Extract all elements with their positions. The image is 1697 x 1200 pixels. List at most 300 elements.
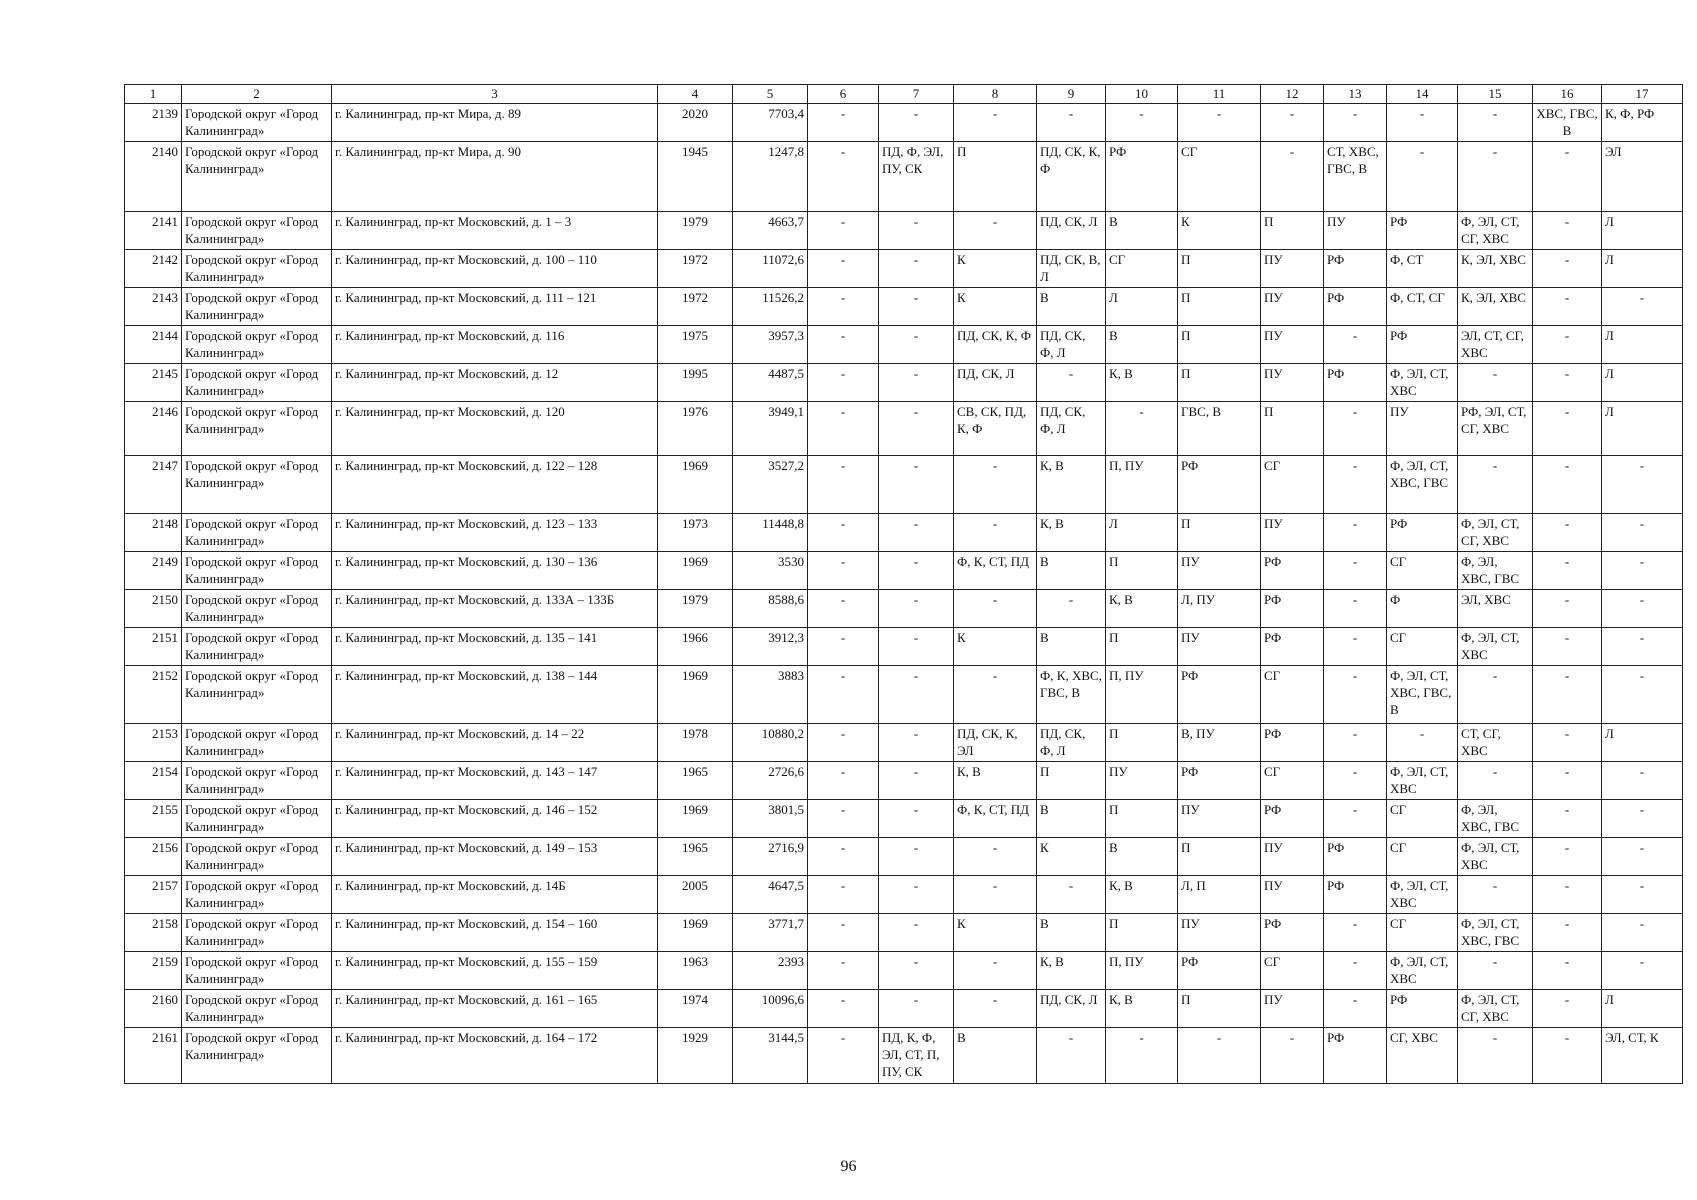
cell-col-11: РФ — [1178, 762, 1261, 800]
cell-col-12: ПУ — [1261, 250, 1324, 288]
cell-col-7: - — [879, 250, 954, 288]
cell-col-3: г. Калининград, пр-кт Московский, д. 1 – 3 — [332, 212, 658, 250]
cell-col-8: - — [954, 212, 1037, 250]
cell-col-1: 2153 — [125, 724, 182, 762]
cell-col-17: Л — [1602, 990, 1683, 1028]
cell-col-16: - — [1533, 762, 1602, 800]
cell-col-2: Городской округ «Город Калининград» — [182, 456, 332, 514]
cell-col-2: Городской округ «Город Калининград» — [182, 952, 332, 990]
cell-col-7: - — [879, 914, 954, 952]
column-header-14: 14 — [1387, 85, 1458, 104]
cell-col-15: Ф, ЭЛ, ХВС, ГВС — [1458, 800, 1533, 838]
cell-col-15: Ф, ЭЛ, СТ, ХВС — [1458, 628, 1533, 666]
cell-col-15: - — [1458, 1028, 1533, 1084]
cell-col-8: Ф, К, СТ, ПД — [954, 800, 1037, 838]
table-row — [125, 514, 1683, 552]
cell-col-4: 1969 — [658, 914, 733, 952]
cell-col-14: - — [1387, 724, 1458, 762]
cell-col-3: г. Калининград, пр-кт Московский, д. 143 – 147 — [332, 762, 658, 800]
cell-col-2: Городской округ «Город Калининград» — [182, 914, 332, 952]
cell-col-2: Городской округ «Город Калининград» — [182, 838, 332, 876]
cell-col-2: Городской округ «Город Калининград» — [182, 628, 332, 666]
cell-col-10: В — [1106, 838, 1178, 876]
table-row — [125, 552, 1683, 590]
cell-col-9: В — [1037, 628, 1106, 666]
cell-col-3: г. Калининград, пр-кт Московский, д. 135 – 141 — [332, 628, 658, 666]
cell-col-2: Городской округ «Город Калининград» — [182, 250, 332, 288]
column-header-9: 9 — [1037, 85, 1106, 104]
cell-col-2: Городской округ «Город Калининград» — [182, 142, 332, 212]
cell-col-17: Л — [1602, 250, 1683, 288]
cell-col-7: - — [879, 952, 954, 990]
table-row — [125, 914, 1683, 952]
cell-col-13: - — [1324, 590, 1387, 628]
cell-col-5: 11072,6 — [733, 250, 808, 288]
column-header-15: 15 — [1458, 85, 1533, 104]
table-row — [125, 724, 1683, 762]
cell-col-12: СГ — [1261, 666, 1324, 724]
cell-col-11: РФ — [1178, 666, 1261, 724]
cell-col-15: - — [1458, 952, 1533, 990]
cell-col-7: - — [879, 402, 954, 456]
cell-col-11: П — [1178, 326, 1261, 364]
cell-col-1: 2141 — [125, 212, 182, 250]
cell-col-16: - — [1533, 990, 1602, 1028]
cell-col-13: РФ — [1324, 1028, 1387, 1084]
cell-col-6: - — [808, 212, 879, 250]
cell-col-2: Городской округ «Город Калининград» — [182, 364, 332, 402]
cell-col-7: - — [879, 288, 954, 326]
cell-col-2: Городской округ «Город Калининград» — [182, 590, 332, 628]
cell-col-7: - — [879, 326, 954, 364]
housing-register-table — [124, 84, 1683, 1084]
cell-col-6: - — [808, 876, 879, 914]
cell-col-8: - — [954, 838, 1037, 876]
cell-col-2: Городской округ «Город Калининград» — [182, 326, 332, 364]
cell-col-11: СГ — [1178, 142, 1261, 212]
cell-col-9: - — [1037, 1028, 1106, 1084]
cell-col-16: - — [1533, 456, 1602, 514]
cell-col-5: 3957,3 — [733, 326, 808, 364]
cell-col-12: ПУ — [1261, 838, 1324, 876]
cell-col-16: - — [1533, 914, 1602, 952]
cell-col-5: 4647,5 — [733, 876, 808, 914]
cell-col-13: - — [1324, 914, 1387, 952]
cell-col-17: - — [1602, 628, 1683, 666]
cell-col-15: Ф, ЭЛ, СТ, ХВС, ГВС — [1458, 914, 1533, 952]
cell-col-6: - — [808, 104, 879, 142]
cell-col-16: - — [1533, 876, 1602, 914]
cell-col-1: 2149 — [125, 552, 182, 590]
cell-col-17: - — [1602, 456, 1683, 514]
cell-col-16: - — [1533, 250, 1602, 288]
cell-col-8: - — [954, 666, 1037, 724]
cell-col-15: Ф, ЭЛ, СТ, ХВС — [1458, 838, 1533, 876]
cell-col-2: Городской округ «Город Калининград» — [182, 514, 332, 552]
cell-col-10: П — [1106, 628, 1178, 666]
cell-col-15: РФ, ЭЛ, СТ, СГ, ХВС — [1458, 402, 1533, 456]
cell-col-16: - — [1533, 552, 1602, 590]
table-row — [125, 762, 1683, 800]
cell-col-12: ПУ — [1261, 514, 1324, 552]
cell-col-11: ГВС, В — [1178, 402, 1261, 456]
cell-col-16: - — [1533, 212, 1602, 250]
cell-col-13: - — [1324, 552, 1387, 590]
cell-col-5: 3530 — [733, 552, 808, 590]
cell-col-7: - — [879, 364, 954, 402]
cell-col-16: ХВС, ГВС, В — [1533, 104, 1602, 142]
cell-col-10: П — [1106, 800, 1178, 838]
cell-col-10: П, ПУ — [1106, 666, 1178, 724]
cell-col-14: - — [1387, 104, 1458, 142]
cell-col-13: - — [1324, 952, 1387, 990]
cell-col-2: Городской округ «Город Калининград» — [182, 666, 332, 724]
cell-col-9: ПД, СК, Ф, Л — [1037, 724, 1106, 762]
cell-col-6: - — [808, 456, 879, 514]
column-header-3: 3 — [332, 85, 658, 104]
table-row — [125, 402, 1683, 456]
cell-col-5: 4663,7 — [733, 212, 808, 250]
cell-col-10: П — [1106, 914, 1178, 952]
cell-col-4: 1963 — [658, 952, 733, 990]
cell-col-14: РФ — [1387, 212, 1458, 250]
table-row — [125, 876, 1683, 914]
cell-col-4: 1965 — [658, 838, 733, 876]
cell-col-1: 2157 — [125, 876, 182, 914]
cell-col-14: Ф, СТ — [1387, 250, 1458, 288]
cell-col-8: К — [954, 628, 1037, 666]
cell-col-7: - — [879, 800, 954, 838]
cell-col-5: 2726,6 — [733, 762, 808, 800]
cell-col-13: РФ — [1324, 838, 1387, 876]
cell-col-17: - — [1602, 514, 1683, 552]
cell-col-15: - — [1458, 104, 1533, 142]
page-number: 96 — [840, 1158, 857, 1175]
cell-col-13: - — [1324, 456, 1387, 514]
cell-col-8: - — [954, 456, 1037, 514]
cell-col-10: В — [1106, 212, 1178, 250]
cell-col-14: Ф, ЭЛ, СТ, ХВС, ГВС — [1387, 456, 1458, 514]
cell-col-11: Л, ПУ — [1178, 590, 1261, 628]
cell-col-1: 2140 — [125, 142, 182, 212]
cell-col-4: 1945 — [658, 142, 733, 212]
cell-col-17: - — [1602, 552, 1683, 590]
cell-col-15: ЭЛ, ХВС — [1458, 590, 1533, 628]
cell-col-15: - — [1458, 762, 1533, 800]
cell-col-10: Л — [1106, 514, 1178, 552]
cell-col-6: - — [808, 762, 879, 800]
column-header-4: 4 — [658, 85, 733, 104]
cell-col-17: - — [1602, 800, 1683, 838]
cell-col-12: СГ — [1261, 952, 1324, 990]
cell-col-10: П — [1106, 724, 1178, 762]
cell-col-8: - — [954, 876, 1037, 914]
cell-col-5: 3912,3 — [733, 628, 808, 666]
cell-col-2: Городской округ «Город Калининград» — [182, 552, 332, 590]
cell-col-12: ПУ — [1261, 288, 1324, 326]
cell-col-4: 1969 — [658, 552, 733, 590]
cell-col-17: - — [1602, 590, 1683, 628]
cell-col-10: В — [1106, 326, 1178, 364]
table-row — [125, 628, 1683, 666]
cell-col-7: - — [879, 628, 954, 666]
cell-col-14: Ф, ЭЛ, СТ, ХВС, ГВС, В — [1387, 666, 1458, 724]
cell-col-13: - — [1324, 104, 1387, 142]
cell-col-16: - — [1533, 1028, 1602, 1084]
cell-col-13: - — [1324, 666, 1387, 724]
cell-col-7: - — [879, 762, 954, 800]
cell-col-9: В — [1037, 800, 1106, 838]
cell-col-3: г. Калининград, пр-кт Московский, д. 154 – 160 — [332, 914, 658, 952]
cell-col-9: ПД, СК, Л — [1037, 990, 1106, 1028]
table-row — [125, 952, 1683, 990]
cell-col-10: СГ — [1106, 250, 1178, 288]
cell-col-7: - — [879, 552, 954, 590]
cell-col-8: В — [954, 1028, 1037, 1084]
cell-col-4: 1972 — [658, 288, 733, 326]
cell-col-3: г. Калининград, пр-кт Московский, д. 14Б — [332, 876, 658, 914]
cell-col-5: 3527,2 — [733, 456, 808, 514]
cell-col-10: П — [1106, 552, 1178, 590]
cell-col-5: 3144,5 — [733, 1028, 808, 1084]
cell-col-7: - — [879, 876, 954, 914]
cell-col-2: Городской округ «Город Калининград» — [182, 288, 332, 326]
cell-col-6: - — [808, 590, 879, 628]
cell-col-11: П — [1178, 288, 1261, 326]
cell-col-2: Городской округ «Город Калининград» — [182, 800, 332, 838]
column-header-6: 6 — [808, 85, 879, 104]
cell-col-6: - — [808, 364, 879, 402]
table-row — [125, 456, 1683, 514]
column-header-16: 16 — [1533, 85, 1602, 104]
cell-col-6: - — [808, 952, 879, 990]
cell-col-12: - — [1261, 1028, 1324, 1084]
cell-col-6: - — [808, 800, 879, 838]
cell-col-1: 2156 — [125, 838, 182, 876]
cell-col-3: г. Калининград, пр-кт Московский, д. 120 — [332, 402, 658, 456]
cell-col-12: ПУ — [1261, 364, 1324, 402]
cell-col-1: 2145 — [125, 364, 182, 402]
cell-col-12: РФ — [1261, 628, 1324, 666]
cell-col-9: ПД, СК, Ф, Л — [1037, 402, 1106, 456]
cell-col-11: РФ — [1178, 456, 1261, 514]
cell-col-11: П — [1178, 838, 1261, 876]
cell-col-1: 2161 — [125, 1028, 182, 1084]
cell-col-3: г. Калининград, пр-кт Московский, д. 149 – 153 — [332, 838, 658, 876]
cell-col-14: Ф — [1387, 590, 1458, 628]
cell-col-6: - — [808, 914, 879, 952]
cell-col-4: 1969 — [658, 800, 733, 838]
cell-col-6: - — [808, 326, 879, 364]
cell-col-13: - — [1324, 800, 1387, 838]
cell-col-8: К, В — [954, 762, 1037, 800]
cell-col-13: - — [1324, 326, 1387, 364]
cell-col-13: РФ — [1324, 876, 1387, 914]
cell-col-3: г. Калининград, пр-кт Московский, д. 161 – 165 — [332, 990, 658, 1028]
column-header-8: 8 — [954, 85, 1037, 104]
cell-col-4: 1973 — [658, 514, 733, 552]
cell-col-5: 2716,9 — [733, 838, 808, 876]
column-header-10: 10 — [1106, 85, 1178, 104]
cell-col-1: 2139 — [125, 104, 182, 142]
cell-col-13: ПУ — [1324, 212, 1387, 250]
column-header-13: 13 — [1324, 85, 1387, 104]
table-body — [125, 104, 1683, 1084]
cell-col-4: 1966 — [658, 628, 733, 666]
cell-col-16: - — [1533, 628, 1602, 666]
cell-col-17: - — [1602, 876, 1683, 914]
cell-col-14: Ф, ЭЛ, СТ, ХВС — [1387, 876, 1458, 914]
cell-col-1: 2142 — [125, 250, 182, 288]
cell-col-2: Городской округ «Город Калининград» — [182, 402, 332, 456]
cell-col-17: ЭЛ, СТ, К — [1602, 1028, 1683, 1084]
cell-col-9: К, В — [1037, 952, 1106, 990]
cell-col-14: Ф, ЭЛ, СТ, ХВС — [1387, 364, 1458, 402]
cell-col-3: г. Калининград, пр-кт Московский, д. 111 – 121 — [332, 288, 658, 326]
cell-col-12: РФ — [1261, 914, 1324, 952]
cell-col-11: П — [1178, 250, 1261, 288]
cell-col-8: - — [954, 590, 1037, 628]
cell-col-8: ПД, СК, Л — [954, 364, 1037, 402]
cell-col-3: г. Калининград, пр-кт Московский, д. 100 – 110 — [332, 250, 658, 288]
cell-col-5: 7703,4 — [733, 104, 808, 142]
cell-col-1: 2144 — [125, 326, 182, 364]
table-row — [125, 990, 1683, 1028]
cell-col-3: г. Калининград, пр-кт Московский, д. 116 — [332, 326, 658, 364]
cell-col-1: 2151 — [125, 628, 182, 666]
cell-col-11: В, ПУ — [1178, 724, 1261, 762]
cell-col-7: - — [879, 590, 954, 628]
cell-col-16: - — [1533, 952, 1602, 990]
cell-col-11: Л, П — [1178, 876, 1261, 914]
cell-col-11: ПУ — [1178, 800, 1261, 838]
cell-col-8: - — [954, 514, 1037, 552]
column-header-17: 17 — [1602, 85, 1683, 104]
cell-col-5: 3771,7 — [733, 914, 808, 952]
cell-col-16: - — [1533, 288, 1602, 326]
cell-col-4: 1978 — [658, 724, 733, 762]
column-header-11: 11 — [1178, 85, 1261, 104]
cell-col-14: СГ — [1387, 628, 1458, 666]
cell-col-3: г. Калининград, пр-кт Московский, д. 122 – 128 — [332, 456, 658, 514]
cell-col-13: РФ — [1324, 250, 1387, 288]
column-header-7: 7 — [879, 85, 954, 104]
cell-col-14: Ф, СТ, СГ — [1387, 288, 1458, 326]
cell-col-13: - — [1324, 990, 1387, 1028]
cell-col-5: 1247,8 — [733, 142, 808, 212]
cell-col-6: - — [808, 724, 879, 762]
cell-col-9: В — [1037, 914, 1106, 952]
cell-col-15: Ф, ЭЛ, СТ, СГ, ХВС — [1458, 212, 1533, 250]
cell-col-16: - — [1533, 402, 1602, 456]
cell-col-3: г. Калининград, пр-кт Московский, д. 146 – 152 — [332, 800, 658, 838]
cell-col-16: - — [1533, 326, 1602, 364]
cell-col-7: - — [879, 456, 954, 514]
cell-col-7: ПД, К, Ф, ЭЛ, СТ, П, ПУ, СК — [879, 1028, 954, 1084]
cell-col-6: - — [808, 628, 879, 666]
table-row — [125, 800, 1683, 838]
table-row — [125, 590, 1683, 628]
cell-col-1: 2150 — [125, 590, 182, 628]
cell-col-4: 1976 — [658, 402, 733, 456]
cell-col-8: Ф, К, СТ, ПД — [954, 552, 1037, 590]
cell-col-14: РФ — [1387, 990, 1458, 1028]
cell-col-2: Городской округ «Город Калининград» — [182, 876, 332, 914]
cell-col-17: - — [1602, 288, 1683, 326]
cell-col-8: К — [954, 914, 1037, 952]
cell-col-10: П, ПУ — [1106, 456, 1178, 514]
cell-col-17: Л — [1602, 724, 1683, 762]
cell-col-11: К — [1178, 212, 1261, 250]
cell-col-9: В — [1037, 552, 1106, 590]
cell-col-15: К, ЭЛ, ХВС — [1458, 288, 1533, 326]
cell-col-9: - — [1037, 590, 1106, 628]
cell-col-10: К, В — [1106, 876, 1178, 914]
cell-col-9: ПД, СК, В, Л — [1037, 250, 1106, 288]
cell-col-11: П — [1178, 514, 1261, 552]
cell-col-15: - — [1458, 142, 1533, 212]
cell-col-13: РФ — [1324, 288, 1387, 326]
cell-col-12: СГ — [1261, 456, 1324, 514]
cell-col-12: РФ — [1261, 724, 1324, 762]
cell-col-3: г. Калининград, пр-кт Московский, д. 123 – 133 — [332, 514, 658, 552]
cell-col-6: - — [808, 514, 879, 552]
table-row — [125, 838, 1683, 876]
cell-col-12: П — [1261, 212, 1324, 250]
table-row — [125, 104, 1683, 142]
cell-col-14: СГ — [1387, 552, 1458, 590]
cell-col-16: - — [1533, 514, 1602, 552]
cell-col-13: - — [1324, 762, 1387, 800]
cell-col-3: г. Калининград, пр-кт Московский, д. 164 – 172 — [332, 1028, 658, 1084]
cell-col-3: г. Калининград, пр-кт Московский, д. 12 — [332, 364, 658, 402]
cell-col-11: П — [1178, 990, 1261, 1028]
cell-col-11: ПУ — [1178, 914, 1261, 952]
cell-col-4: 1969 — [658, 456, 733, 514]
cell-col-8: ПД, СК, К, ЭЛ — [954, 724, 1037, 762]
cell-col-2: Городской округ «Город Калининград» — [182, 724, 332, 762]
column-number-header-row — [125, 85, 1683, 104]
cell-col-3: г. Калининград, пр-кт Московский, д. 133А – 133Б — [332, 590, 658, 628]
cell-col-17: - — [1602, 914, 1683, 952]
cell-col-2: Городской округ «Город Калининград» — [182, 104, 332, 142]
cell-col-12: СГ — [1261, 762, 1324, 800]
cell-col-14: РФ — [1387, 326, 1458, 364]
cell-col-17: Л — [1602, 402, 1683, 456]
cell-col-15: К, ЭЛ, ХВС — [1458, 250, 1533, 288]
cell-col-17: - — [1602, 952, 1683, 990]
cell-col-5: 3949,1 — [733, 402, 808, 456]
cell-col-15: Ф, ЭЛ, ХВС, ГВС — [1458, 552, 1533, 590]
cell-col-4: 1969 — [658, 666, 733, 724]
cell-col-4: 1995 — [658, 364, 733, 402]
column-header-2: 2 — [182, 85, 332, 104]
cell-col-16: - — [1533, 724, 1602, 762]
cell-col-8: П — [954, 142, 1037, 212]
cell-col-13: - — [1324, 724, 1387, 762]
cell-col-1: 2143 — [125, 288, 182, 326]
cell-col-6: - — [808, 142, 879, 212]
cell-col-3: г. Калининград, пр-кт Московский, д. 155 – 159 — [332, 952, 658, 990]
cell-col-12: РФ — [1261, 800, 1324, 838]
cell-col-8: СВ, СК, ПД, К, Ф — [954, 402, 1037, 456]
cell-col-5: 2393 — [733, 952, 808, 990]
table-row — [125, 250, 1683, 288]
cell-col-5: 11448,8 — [733, 514, 808, 552]
cell-col-12: П — [1261, 402, 1324, 456]
cell-col-6: - — [808, 552, 879, 590]
cell-col-9: Ф, К, ХВС, ГВС, В — [1037, 666, 1106, 724]
